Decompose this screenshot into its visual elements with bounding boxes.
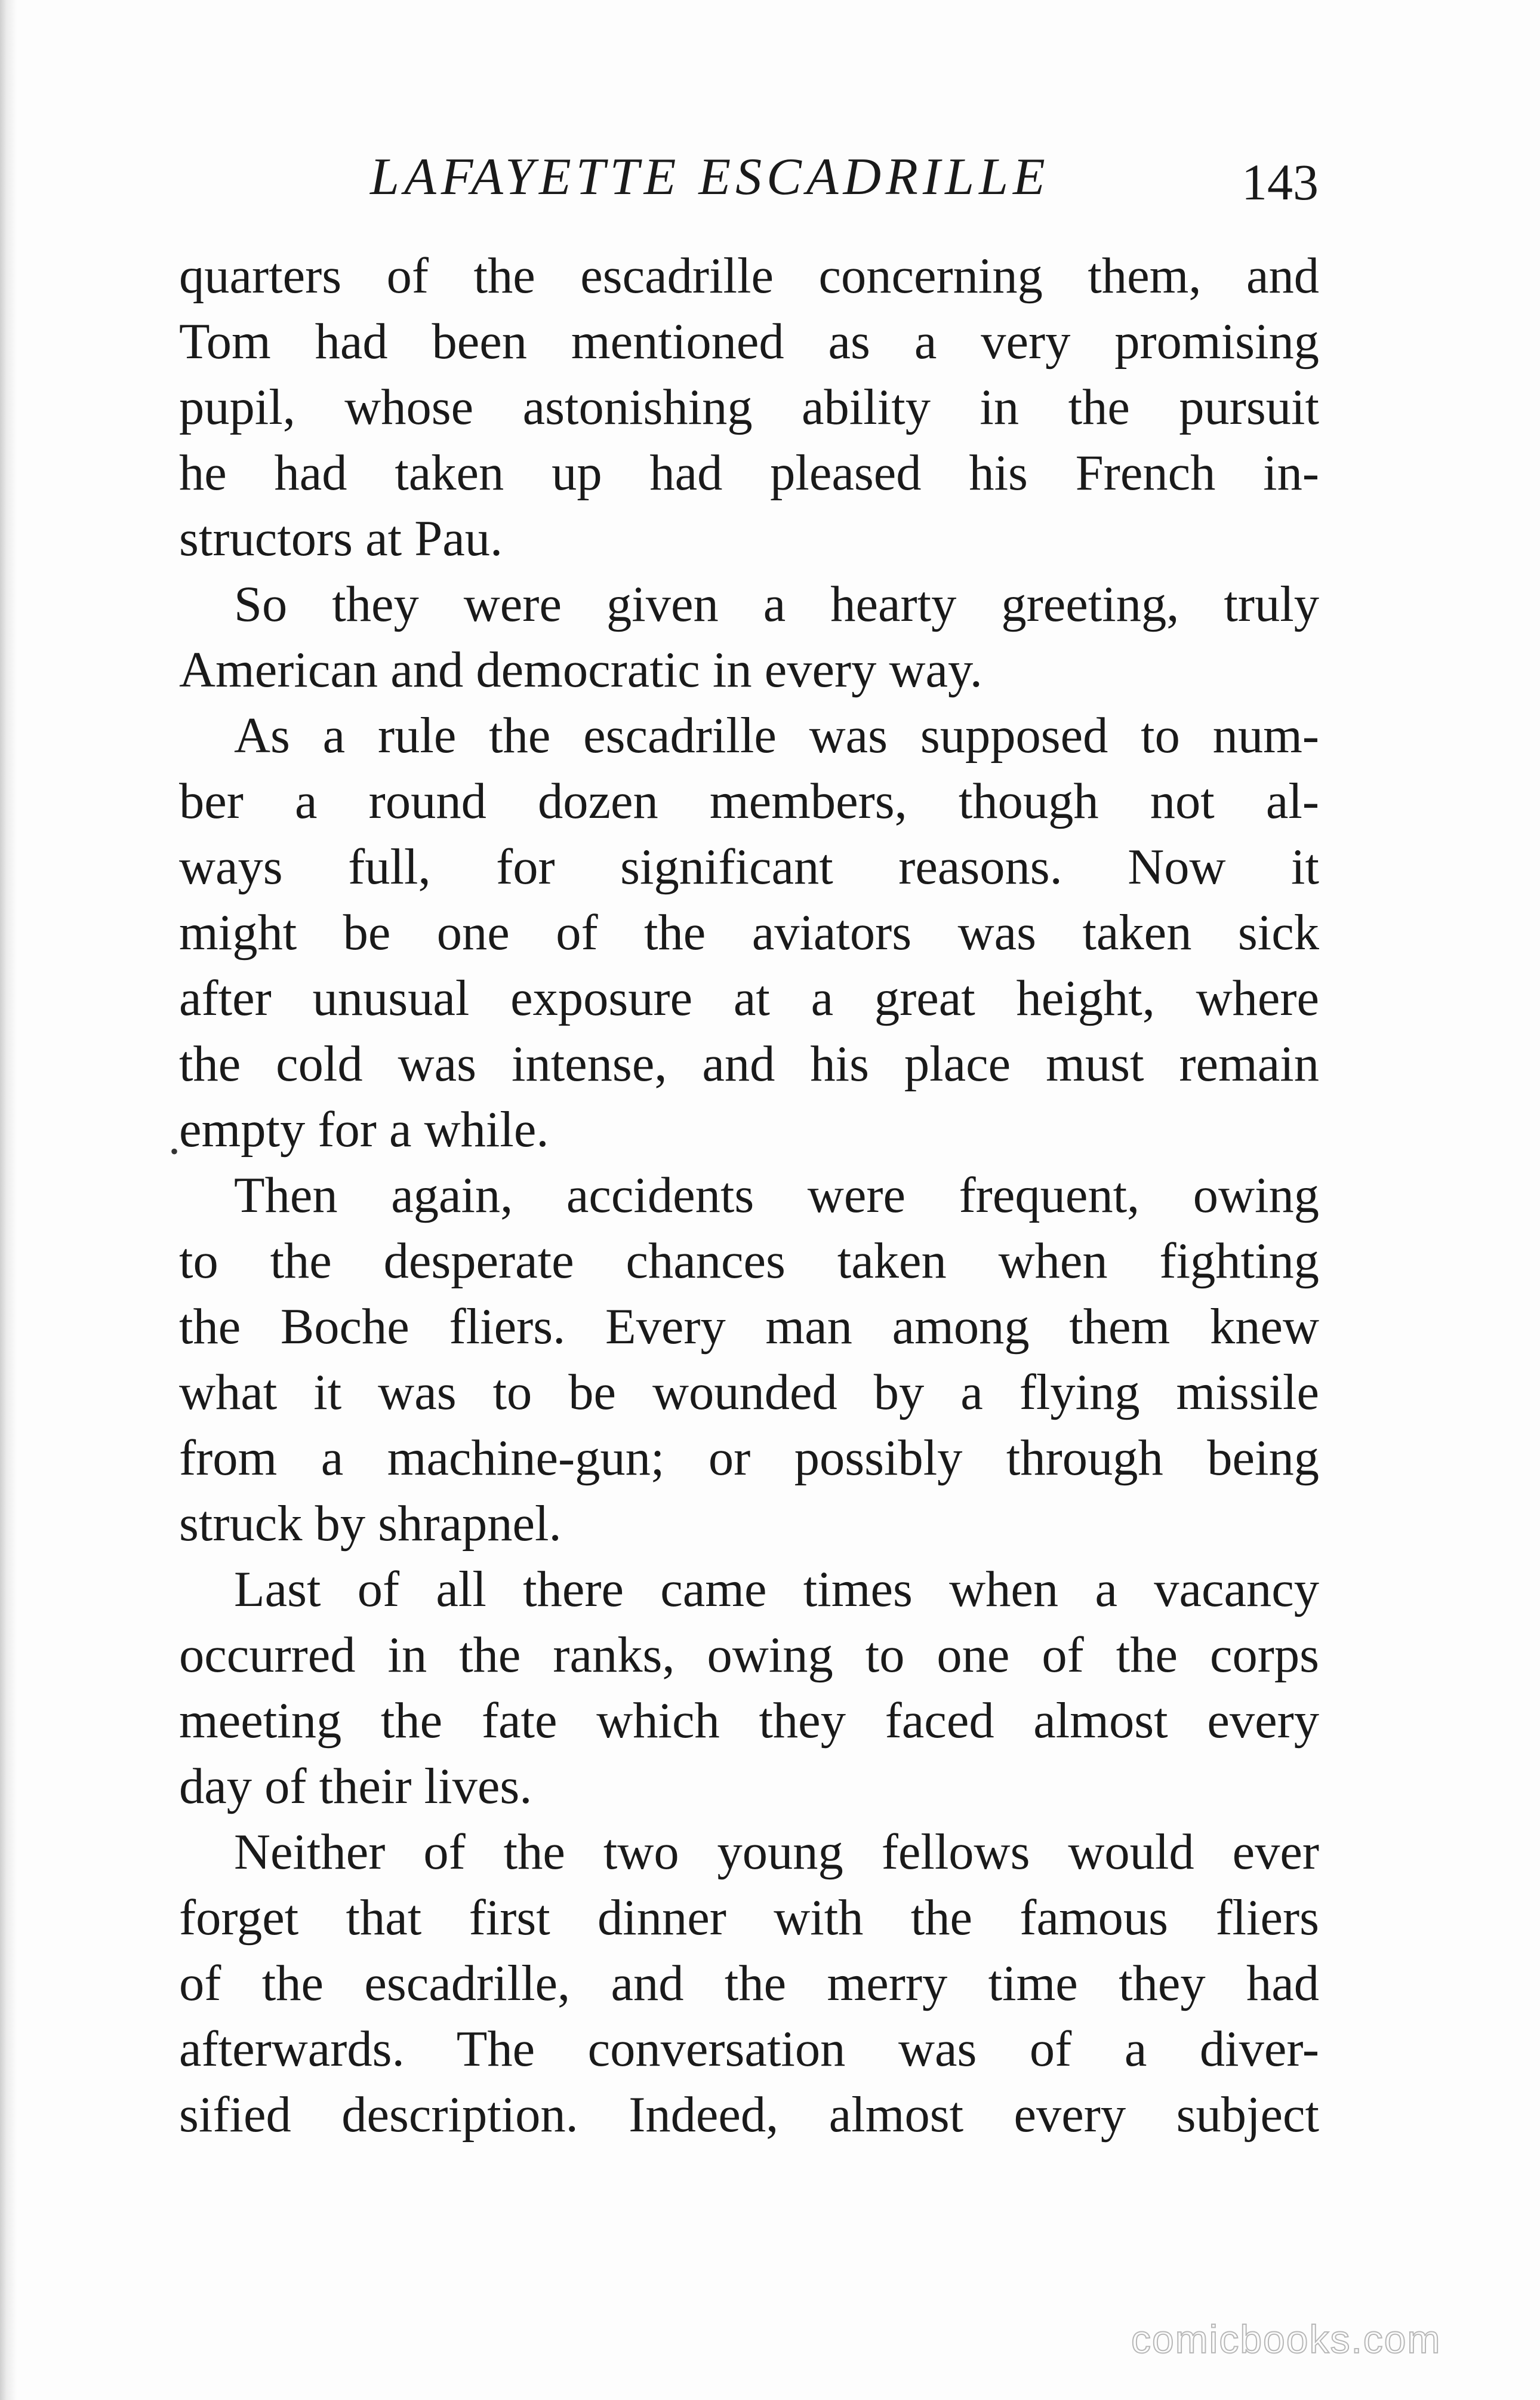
page-binding-edge xyxy=(0,0,17,2400)
margin-speck: • xyxy=(170,1138,179,1165)
text-line: structors at Pau. xyxy=(179,511,503,567)
page-number: 143 xyxy=(1242,153,1319,211)
text-line: struck by shrapnel. xyxy=(179,1496,562,1552)
text-line: Then again, accidents were frequent, owing xyxy=(234,1168,1319,1223)
text-line: meeting the fate which they faced almost every xyxy=(179,1693,1319,1749)
text-line: forget that first dinner with the famous fliers xyxy=(179,1890,1319,1946)
text-line: pupil, whose astonishing ability in the pursuit xyxy=(179,380,1319,435)
text-line: As a rule the escadrille was supposed to num- xyxy=(234,708,1319,764)
text-line: empty for a while. xyxy=(179,1102,549,1158)
text-line: might be one of the aviators was taken sick xyxy=(179,905,1319,961)
text-line: sified description. Indeed, almost every subject xyxy=(179,2087,1319,2143)
text-line: So they were given a hearty greeting, truly xyxy=(234,577,1319,632)
text-line: Neither of the two young fellows would ever xyxy=(234,1824,1319,1880)
text-line: ways full, for significant reasons. Now it xyxy=(179,839,1319,895)
body-text xyxy=(179,244,1319,2148)
watermark: comicbooks.com xyxy=(1131,2317,1442,2361)
text-line: Tom had been mentioned as a very promising xyxy=(179,314,1319,370)
text-line: of the escadrille, and the merry time they had xyxy=(179,1956,1319,2011)
text-line: what it was to be wounded by a flying missile xyxy=(179,1365,1319,1420)
text-line: afterwards. The conversation was of a diver- xyxy=(179,2021,1319,2077)
text-line: quarters of the escadrille concerning them, and xyxy=(179,248,1319,304)
text-line: ber a round dozen members, though not al- xyxy=(179,774,1319,829)
text-line: American and democratic in every way. xyxy=(179,642,982,698)
text-line: the Boche fliers. Every man among them knew xyxy=(179,1299,1319,1355)
running-head xyxy=(179,139,1319,216)
text-line: to the desperate chances taken when fighting xyxy=(179,1233,1319,1289)
text-line: from a machine-gun; or possibly through being xyxy=(179,1430,1319,1486)
text-line: the cold was intense, and his place must remain xyxy=(179,1036,1319,1092)
text-line: occurred in the ranks, owing to one of the corps xyxy=(179,1627,1319,1683)
chapter-title: LAFAYETTE ESCADRILLE xyxy=(370,148,1050,206)
text-line: Last of all there came times when a vacancy xyxy=(234,1562,1319,1617)
text-line: he had taken up had pleased his French in- xyxy=(179,445,1319,501)
text-line: after unusual exposure at a great height, where xyxy=(179,971,1319,1026)
text-line: day of their lives. xyxy=(179,1759,532,1814)
